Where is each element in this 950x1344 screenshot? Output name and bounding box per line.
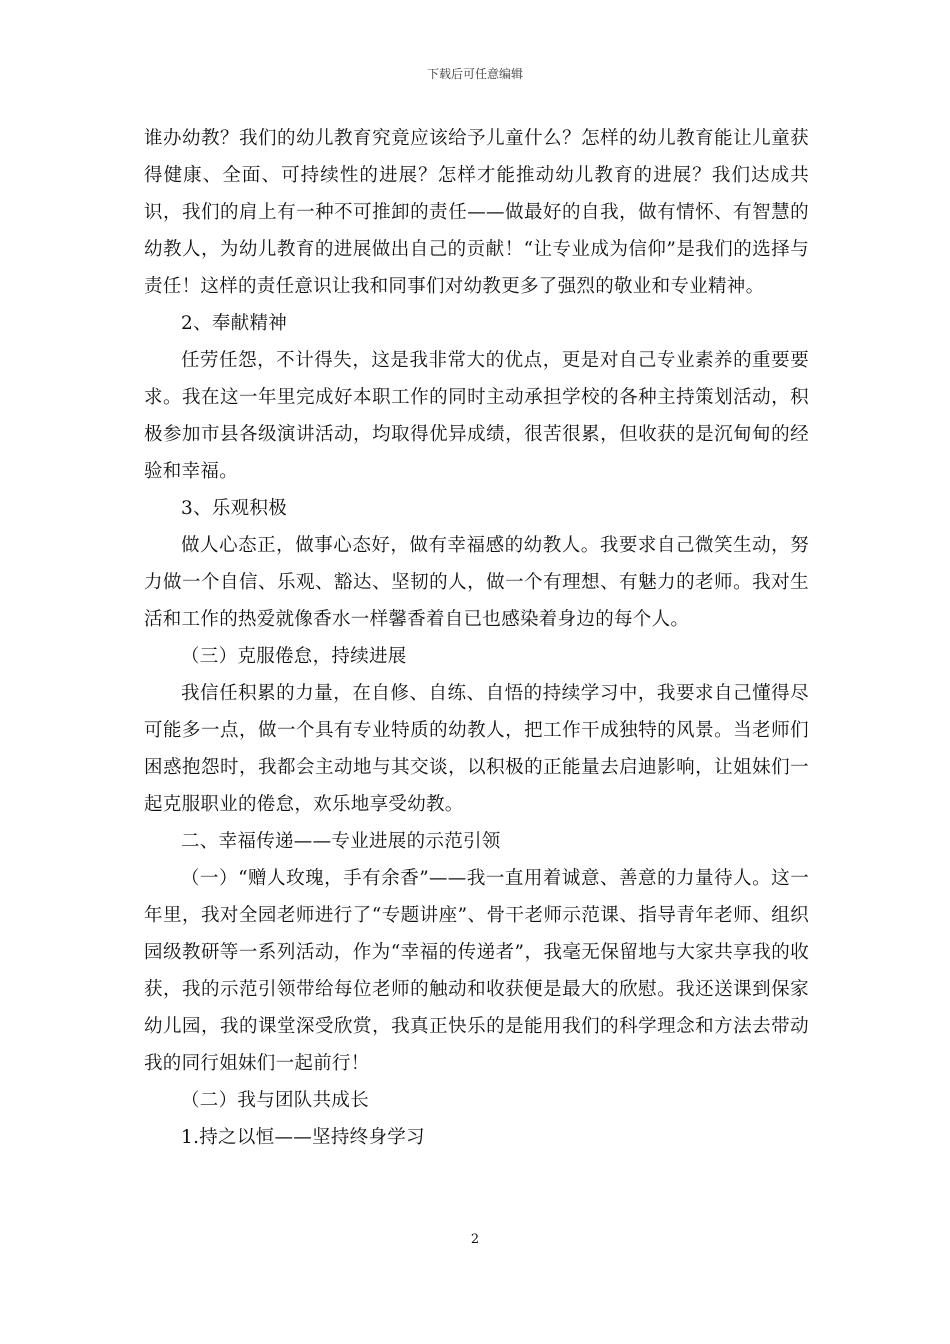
paragraph-roses: （一）“赠人玫瑰，手有余香”——我一直用着诚意、善意的力量待人。这一年里，我对全园老师进行了“专题讲座”、骨干老师示范课、指导青年老师、组织园级教研等一系列活动，作为“幸福的传递者”，我毫无保留地与大家共享我的收获，我的示范引领带给每位老师的触动和收获便是最大的欣慰。我还送课到保家幼儿园，我的课堂深受欣赏，我真正快乐的是能用我们的科学理念和方法去带动我的同行姐妹们一起前行！ <box>144 868 809 1074</box>
paragraph-overcome-fatigue: 我信任积累的力量，在自修、自练、自悟的持续学习中，我要求自己懂得尽可能多一点，做一个具有专业特质的幼教人，把工作干成独特的风景。当老师们困惑抱怨时，我都会主动地与其交谈，以积极的正能量去启迪影响，让姐妹们一起克服职业的倦怠，欢乐地享受幼教。 <box>144 683 809 815</box>
page-header-note: 下载后可任意编辑 <box>426 67 523 81</box>
paragraph-optimism: 做人心态正，做事心态好，做有幸福感的幼教人。我要求自己微笑生动，努力做一个自信、乐观、豁达、坚韧的人，做一个有理想、有魅力的老师。我对生活和工作的热爱就像香水一样馨香着自已也感染着身边的每个人。 <box>144 535 809 630</box>
heading-optimism: 3、乐观积极 <box>181 498 288 519</box>
paragraph-dedication: 任劳任怨，不计得失，这是我非常大的优点，更是对自己专业素养的重要要求。我在这一年里完成好本职工作的同时主动承担学校的各种主持策划活动，积极参加市县各级演讲活动，均取得优异成绩，很苦很累，但收获的是沉甸甸的经验和幸福。 <box>144 350 809 482</box>
heading-lifelong-learning: 1.持之以恒——坚持终身学习 <box>181 1127 425 1148</box>
heading-team-growth: （二）我与团队共成长 <box>181 1090 370 1111</box>
heading-section-two: 二、幸福传递——专业进展的示范引领 <box>181 831 501 852</box>
paragraph-continuation: 谁办幼教？我们的幼儿教育究竟应该给予儿童什么？怎样的幼儿教育能让儿童获得健康、全面、可持续性的进展？怎样才能推动幼儿教育的进展？我们达成共识，我们的肩上有一种不可推卸的责任——做最好的自我，做有情怀、有智慧的幼教人，为幼儿教育的进展做出自己的贡献！“让专业成为信仰”是我们的选择与责任！这样的责任意识让我和同事们对幼教更多了强烈的敬业和专业精神。 <box>144 128 809 297</box>
page-number: 2 <box>470 1232 480 1247</box>
document-body <box>144 120 809 1156</box>
heading-dedication: 2、奉献精神 <box>181 313 288 334</box>
heading-overcome-fatigue: （三）克服倦怠，持续进展 <box>181 646 407 667</box>
